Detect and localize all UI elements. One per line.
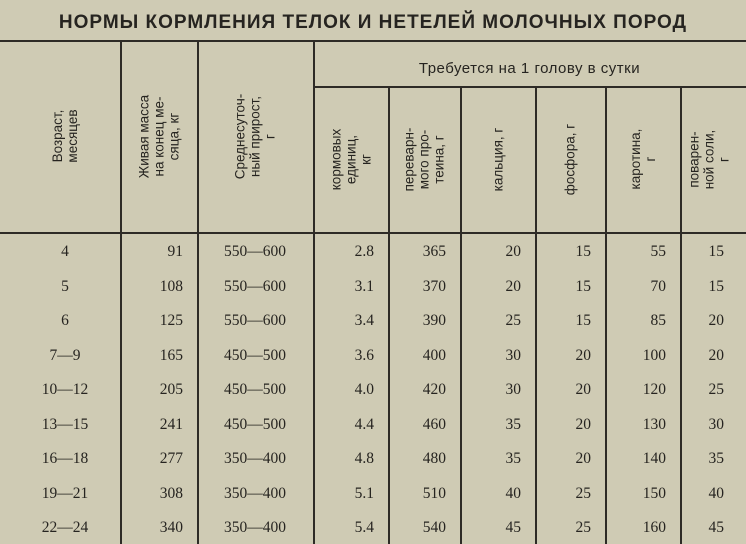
table-cell: 460 — [422, 415, 446, 433]
table-cell: 550—600 — [224, 312, 286, 329]
table-cell: 30 — [505, 346, 521, 364]
table-cell: 550—600 — [224, 243, 286, 260]
table-cell: 3.4 — [354, 312, 374, 329]
table-cell: 22—24 — [41, 519, 89, 536]
table-cell: 25 — [575, 519, 591, 536]
table-cell: 5.4 — [354, 519, 374, 536]
table-cell: 277 — [159, 450, 183, 467]
table-cell: 390 — [422, 312, 446, 329]
table-cell: 25 — [575, 484, 591, 502]
table-cell: 20 — [505, 243, 521, 260]
table-cell: 30 — [708, 415, 724, 433]
table-cell: 205 — [159, 381, 183, 398]
column-header-line: сяца, кг — [166, 112, 181, 160]
table-cell: 35 — [505, 415, 521, 433]
table-cell: 20 — [575, 450, 591, 467]
table-cell: 10—12 — [41, 381, 89, 398]
table-cell: 130 — [642, 415, 666, 433]
table-cell: 150 — [642, 484, 666, 502]
table-cell: 15 — [575, 243, 591, 260]
table-cell: 20 — [575, 346, 591, 364]
table-cell: 16—18 — [41, 450, 89, 467]
column-header-line: единиц, — [343, 134, 358, 184]
table-cell: 120 — [642, 381, 666, 398]
table-cell: 15 — [708, 243, 724, 260]
column-header-line: переварн- — [401, 127, 417, 191]
table-cell: 40 — [708, 484, 724, 502]
table-cell: 45 — [708, 519, 724, 536]
table-cell: 15 — [575, 312, 591, 329]
column-header-line: месяцев — [65, 109, 80, 163]
table-cell: 350—400 — [224, 519, 286, 536]
table-cell: 35 — [708, 450, 724, 467]
table-cell: 19—21 — [41, 484, 89, 502]
table-cell: 540 — [422, 519, 446, 536]
table-cell: 450—500 — [224, 346, 286, 364]
table-cell: 160 — [642, 519, 666, 536]
column-header — [136, 45, 181, 227]
column-header-line: ной соли, — [701, 129, 717, 189]
table-cell: 6 — [61, 312, 69, 329]
table-cell: 20 — [575, 415, 591, 433]
column-header-line: Живая масса — [136, 94, 151, 178]
column-header-line: на конец ме- — [151, 96, 166, 177]
table-cell: 7—9 — [49, 346, 81, 364]
table-cell: 450—500 — [224, 415, 286, 433]
table-cell: 20 — [708, 346, 724, 364]
column-header-line: Среднесуточ- — [232, 93, 248, 179]
table-cell: 20 — [505, 277, 521, 295]
table-cell: 4.8 — [354, 450, 374, 467]
column-header-line: кг — [358, 153, 373, 165]
table-cell: 165 — [159, 346, 183, 364]
table-cell: 140 — [642, 450, 666, 467]
column-header-line: г — [262, 133, 278, 139]
table-cell: 3.1 — [354, 277, 374, 295]
column-header-line: кальция, г — [490, 127, 505, 191]
table-cell: 450—500 — [224, 381, 286, 398]
table-cell: 40 — [505, 484, 521, 502]
table-cell: 108 — [159, 277, 183, 295]
table-cell: 15 — [575, 277, 591, 295]
column-header — [50, 45, 80, 227]
column-header — [490, 91, 505, 227]
table-cell: 85 — [650, 312, 666, 329]
top-rule — [0, 40, 746, 42]
column-header — [328, 91, 373, 227]
table-cell: 25 — [505, 312, 521, 329]
table-cell: 15 — [708, 277, 724, 295]
table-cell: 20 — [708, 312, 724, 329]
table-cell: 30 — [505, 381, 521, 398]
table-cell: 400 — [422, 346, 446, 364]
column-header-line: г — [642, 156, 658, 162]
table-cell: 55 — [650, 243, 666, 260]
table-cell: 350—400 — [224, 450, 286, 467]
column-header-line: поварен- — [686, 130, 702, 188]
column-header-line: г — [716, 156, 732, 162]
column-header-line: теина, г — [431, 134, 447, 184]
column-header-line: ный прирост, — [247, 95, 263, 177]
header-bottom-rule — [0, 232, 746, 234]
column-header-line: фосфора, г — [562, 123, 578, 195]
table-cell: 4.4 — [354, 415, 374, 433]
table-cell: 4 — [61, 243, 69, 260]
table-cell: 308 — [159, 484, 183, 502]
table-cell: 35 — [505, 450, 521, 467]
table-cell: 420 — [422, 381, 446, 398]
table-cell: 25 — [708, 381, 724, 398]
table-cell: 241 — [159, 415, 183, 433]
table-cell: 510 — [422, 484, 446, 502]
table-cell: 550—600 — [224, 277, 286, 295]
table-cell: 365 — [422, 243, 446, 260]
column-header-line: кормовых — [328, 128, 343, 190]
table-cell: 45 — [505, 519, 521, 536]
column-header — [233, 45, 278, 227]
table-cell: 91 — [167, 243, 183, 260]
table-cell: 3.6 — [354, 346, 374, 364]
table-cell: 350—400 — [224, 484, 286, 502]
column-header-line: Возраст, — [50, 109, 65, 163]
table-title: НОРМЫ КОРМЛЕНИЯ ТЕЛОК И НЕТЕЛЕЙ МОЛОЧНЫХ ПОРОД — [58, 12, 688, 33]
table-cell: 5.1 — [354, 484, 374, 502]
group-header: Требуется на 1 голову в сутки — [418, 60, 641, 77]
column-header — [402, 91, 447, 227]
table-cell: 100 — [642, 346, 666, 364]
table-cell: 20 — [575, 381, 591, 398]
table-cell: 480 — [422, 450, 446, 467]
table-cell: 125 — [159, 312, 183, 329]
table-cell: 370 — [422, 277, 446, 295]
column-header-line: каротина, — [627, 128, 643, 190]
column-header — [563, 91, 578, 227]
table-cell: 340 — [159, 519, 183, 536]
column-header — [628, 91, 658, 227]
table-cell: 5 — [61, 277, 69, 295]
table-cell: 4.0 — [354, 381, 374, 398]
table-cell: 13—15 — [41, 415, 89, 433]
column-header — [687, 91, 732, 227]
column-header-line: мого про- — [416, 129, 432, 189]
table-cell: 2.8 — [354, 243, 374, 260]
table-cell: 70 — [650, 277, 666, 295]
